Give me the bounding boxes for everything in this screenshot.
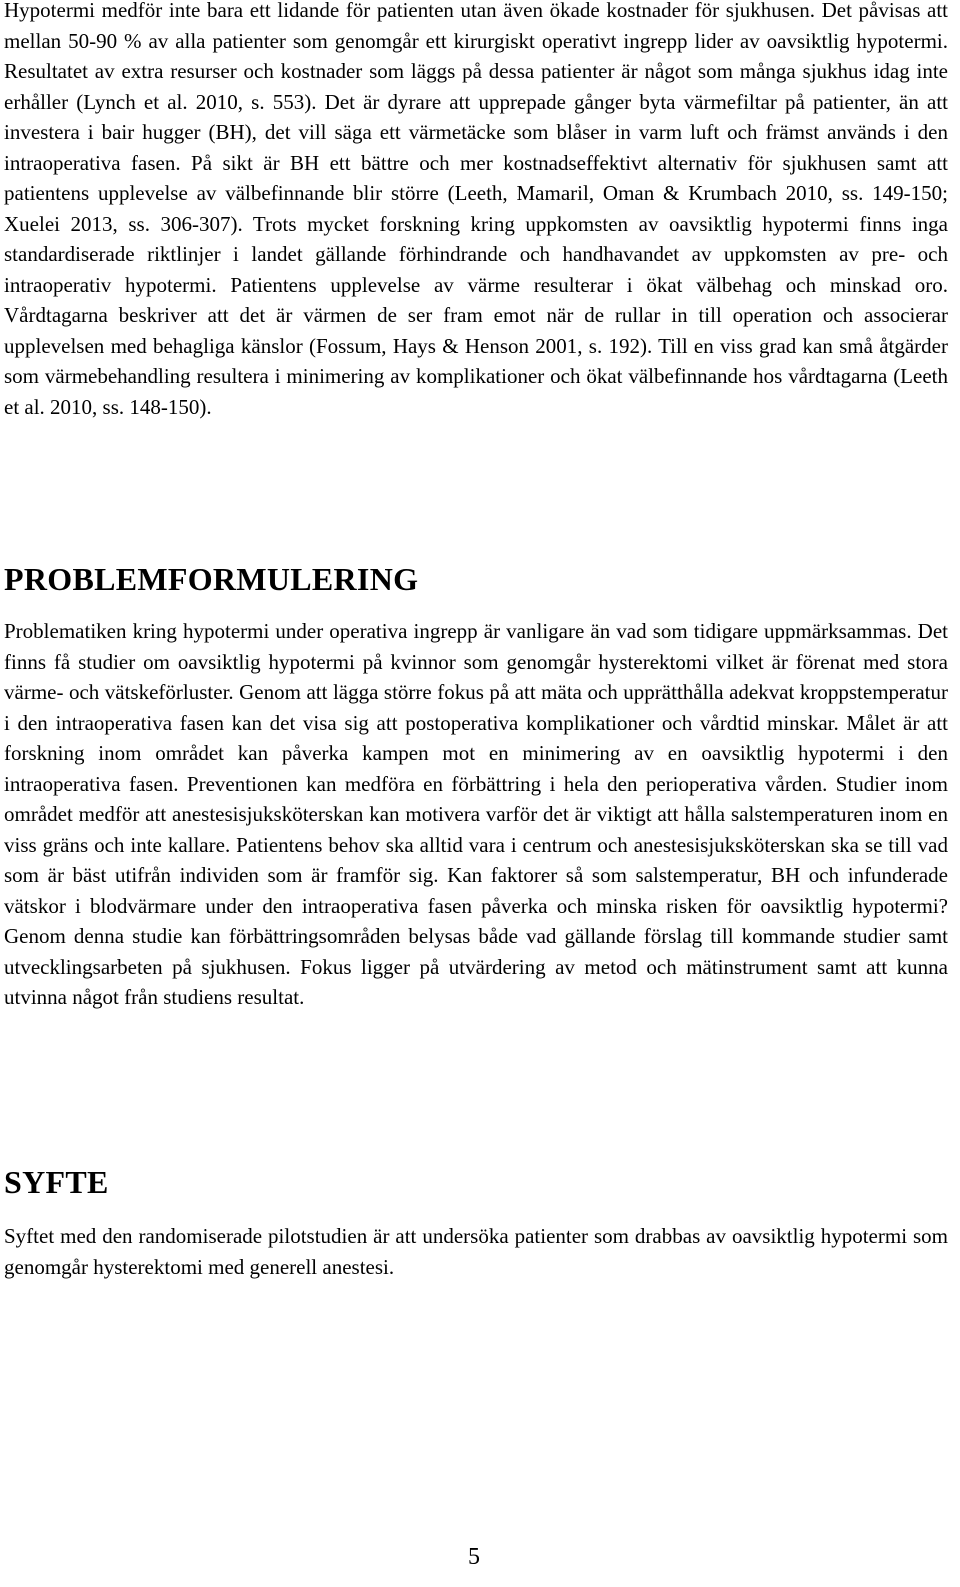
page-number: 5: [468, 1544, 480, 1570]
heading-syfte: SYFTE: [4, 1164, 109, 1200]
intro-paragraph: Hypotermi medför inte bara ett lidande för patienten utan även ökade kostnader för sjukhusen. Det påvisas att mellan 50-90 % av alla patienter som genomgår ett kirurgiskt operativt ingrepp lider av oavsiktlig hypotermi. Resultatet av extra resurser och kostnader som läggs på dessa patienter är något som många sjukhus idag inte erhåller (Lynch et al. 2010, s. 553). Det är dyrare att upprepade gånger byta värmefiltar på patienter, än att investera i bair hugger (BH), det vill säga ett värmetäcke som blåser in varm luft och främst används i den intraoperativa fasen. På sikt är BH ett bättre och mer kostnadseffektivt alternativ för sjukhusen samt att patientens upplevelse av välbefinnande blir större (Leeth, Mamaril, Oman & Krumbach 2010, ss. 149-150; Xuelei 2013, ss. 306-307). Trots mycket forskning kring uppkomsten av oavsiktlig hypotermi finns inga standardiserade riktlinjer i landet gällande förhindrande och handhavandet av uppkomsten av pre- och intraoperativ hypotermi. Patientens upplevelse av värme resulterar i ökat välbehag och minskad oro. Vårdtagarna beskriver att det är värmen de ser fram emot när de rullar in till operation och associerar upplevelsen med behagliga känslor (Fossum, Hays & Henson 2001, s. 192). Till en viss grad kan små åtgärder som värmebehandling resultera i minimering av komplikationer och ökat välbefinnande hos vårdtagarna (Leeth et al. 2010, ss. 148-150).: [4, 0, 948, 419]
heading-problemformulering: PROBLEMFORMULERING: [4, 561, 419, 597]
aim-paragraph: Syftet med den randomiserade pilotstudien är att undersöka patienter som drabbas av oavsiktlig hypotermi som genomgår hysterektomi med generell anestesi.: [4, 1224, 948, 1279]
problem-paragraph: Problematiken kring hypotermi under operativa ingrepp är vanligare än vad som tidigare uppmärksammas. Det finns få studier om oavsiktlig hypotermi på kvinnor som genomgår hysterektomi vilket är förenat med stora värme- och vätskeförluster. Genom att lägga större fokus på att mäta och upprätthålla adekvat kroppstemperatur i den intraoperativa fasen kan det visa sig att postoperativa komplikationer och vårdtid minskar. Målet är att forskning inom området kan påverka kampen mot en minimering av en oavsiktlig hypotermi i den intraoperativa fasen. Preventionen kan medföra en förbättring i hela den perioperativa vården. Studier inom området medför att anestesisjuksköterskan kan motivera varför det är viktigt att hålla salstemperaturen inom en viss gräns och inte kallare. Patientens behov ska alltid vara i centrum och anestesisjuksköterskan ska se till vad som är bäst utifrån individen som är framför sig. Kan faktorer så som salstemperatur, BH och infunderade vätskor i blodvärmare under den intraoperativa fasen påverka och minska risken för oavsiktlig hypotermi? Genom denna studie kan förbättringsområden belysas både vad gällande förslag till kommande studier samt utvecklingsarbeten på sjukhusen. Fokus ligger på utvärdering av metod och mätinstrument samt att kunna utvinna något från studiens resultat.: [4, 619, 948, 1009]
